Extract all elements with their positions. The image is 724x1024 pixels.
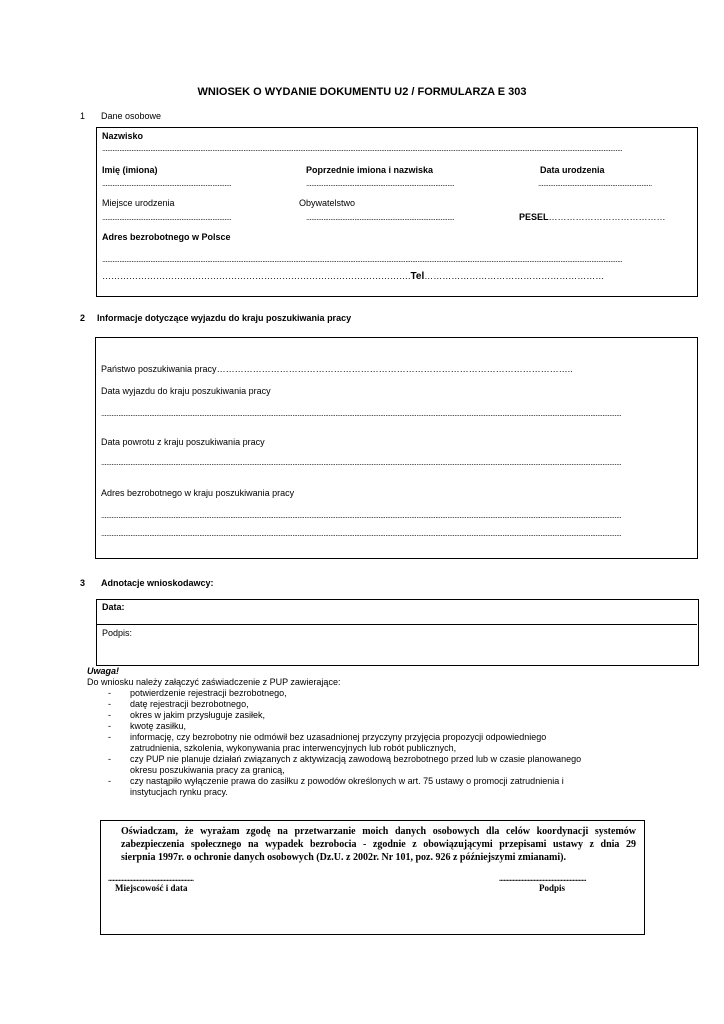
- pesel-label: PESEL: [519, 212, 549, 222]
- birth-place-label: Miejsce urodzenia: [102, 198, 175, 208]
- departure-date-field[interactable]: ..............................................................................................................................................................................................................................................................................................................: [101, 410, 622, 418]
- note-item: - czy PUP nie planuje działań związanych z aktywizacją zawodową bezrobotnego przed lub w czasie planowanego okresu poszukiwania pracy za granicą,: [87, 754, 647, 776]
- birth-date-field[interactable]: ..................................................................: [538, 180, 652, 188]
- citizenship-label: Obywatelstwo: [299, 198, 356, 208]
- place-date-label: Miejscowość i data: [115, 883, 188, 893]
- first-name-label: Imię (imiona): [102, 165, 158, 175]
- section-3-number: 3: [80, 578, 86, 588]
- section-2-heading: Informacje dotyczące wyjazdu do kraju poszukiwania pracy: [97, 313, 352, 323]
- notes-divider: [97, 624, 697, 625]
- date-label: Data:: [102, 602, 125, 612]
- surname-field[interactable]: ..............................................................................................................................................................................................................................................................................................................: [102, 145, 623, 153]
- note-item: - informację, czy bezrobotny nie odmówił bez uzasadnionej przyczyny przyjęcia propozycji odpowiedniego zatrudnienia, szkolenia, wykonywania prac interwencyjnych lub robót publicznych,: [87, 732, 647, 754]
- citizenship-field[interactable]: ......................................................................................: [306, 214, 455, 222]
- place-date-field[interactable]: .........................................................: [108, 875, 194, 883]
- section-1-number: 1: [80, 111, 86, 121]
- note-title: Uwaga!: [87, 666, 120, 676]
- note-item: - datę rejestracji bezrobotnego,: [87, 699, 647, 710]
- note-item: - kwotę zasiłku,: [87, 721, 647, 732]
- previous-names-field[interactable]: ......................................................................................: [306, 180, 455, 188]
- address-tel-line[interactable]: ………………………………………………………………………………………….Tel……………………………………………………: [102, 271, 605, 282]
- abroad-address-field-2[interactable]: ..............................................................................................................................................................................................................................................................................................................: [101, 530, 622, 538]
- section-1-heading: Dane osobowe: [101, 111, 162, 121]
- page-title: WNIOSEK O WYDANIE DOKUMENTU U2 / FORMULARZA E 303: [197, 86, 527, 98]
- country-label: Państwo poszukiwania pracy: [101, 364, 217, 374]
- note-item: - okres w jakim przysługuje zasiłek,: [87, 710, 647, 721]
- first-name-field[interactable]: ...........................................................................: [102, 180, 232, 188]
- section-2-number: 2: [80, 313, 86, 323]
- departure-date-label: Data wyjazdu do kraju poszukiwania pracy: [101, 386, 271, 396]
- address-poland-label: Adres bezrobotnego w Polsce: [102, 232, 231, 242]
- travel-info-box: [95, 337, 698, 559]
- return-date-field[interactable]: ..............................................................................................................................................................................................................................................................................................................: [101, 459, 622, 467]
- tel-label: Tel: [410, 271, 425, 282]
- address-poland-field[interactable]: ..............................................................................................................................................................................................................................................................................................................: [102, 256, 623, 264]
- note-intro: Do wniosku należy załączyć zaświadczenie z PUP zawierające:: [87, 677, 341, 687]
- note-list: [87, 688, 647, 798]
- note-item: - potwierdzenie rejestracji bezrobotnego,: [87, 688, 647, 699]
- declaration-signature-label: Podpis: [539, 883, 566, 893]
- surname-label: Nazwisko: [102, 131, 144, 141]
- country-field[interactable]: Państwo poszukiwania pracy………………………………………………………………………………………………………..: [101, 364, 573, 374]
- abroad-address-field-1[interactable]: ..............................................................................................................................................................................................................................................................................................................: [101, 512, 622, 520]
- consent-declaration-box: [100, 820, 645, 935]
- birth-date-label: Data urodzenia: [540, 165, 605, 175]
- note-item: - czy nastąpiło wyłączenie prawa do zasiłku z powodów określonych w art. 75 ustawy o promocji zatrudnienia i instytucjach rynku pracy.: [87, 776, 647, 798]
- declaration-signature-field[interactable]: ..........................................................: [499, 875, 586, 883]
- pesel-field[interactable]: PESEL…………………………………: [519, 212, 666, 222]
- previous-names-label: Poprzednie imiona i nazwiska: [306, 165, 434, 175]
- birth-place-field[interactable]: ...........................................................................: [102, 214, 232, 222]
- section-3-heading: Adnotacje wnioskodawcy:: [101, 578, 214, 588]
- applicant-notes-box: [96, 599, 699, 666]
- return-date-label: Data powrotu z kraju poszukiwania pracy: [101, 437, 265, 447]
- signature-label: Podpis:: [102, 628, 133, 638]
- personal-data-box: [96, 127, 698, 297]
- abroad-address-label: Adres bezrobotnego w kraju poszukiwania pracy: [101, 488, 295, 498]
- consent-text: Oświadczam, że wyrażam zgodę na przetwarzanie moich danych osobowych dla celów koordynacji systemów zabezpieczenia społecznego na wypadek bezrobocia - zgodnie z obowiązującymi przepisami ustawy z dnia 29 sierpnia 1997r. o ochronie danych osobowych (Dz.U. z 2002r. Nr 101, poz. 926 z późniejszymi zmianami).: [121, 826, 636, 863]
